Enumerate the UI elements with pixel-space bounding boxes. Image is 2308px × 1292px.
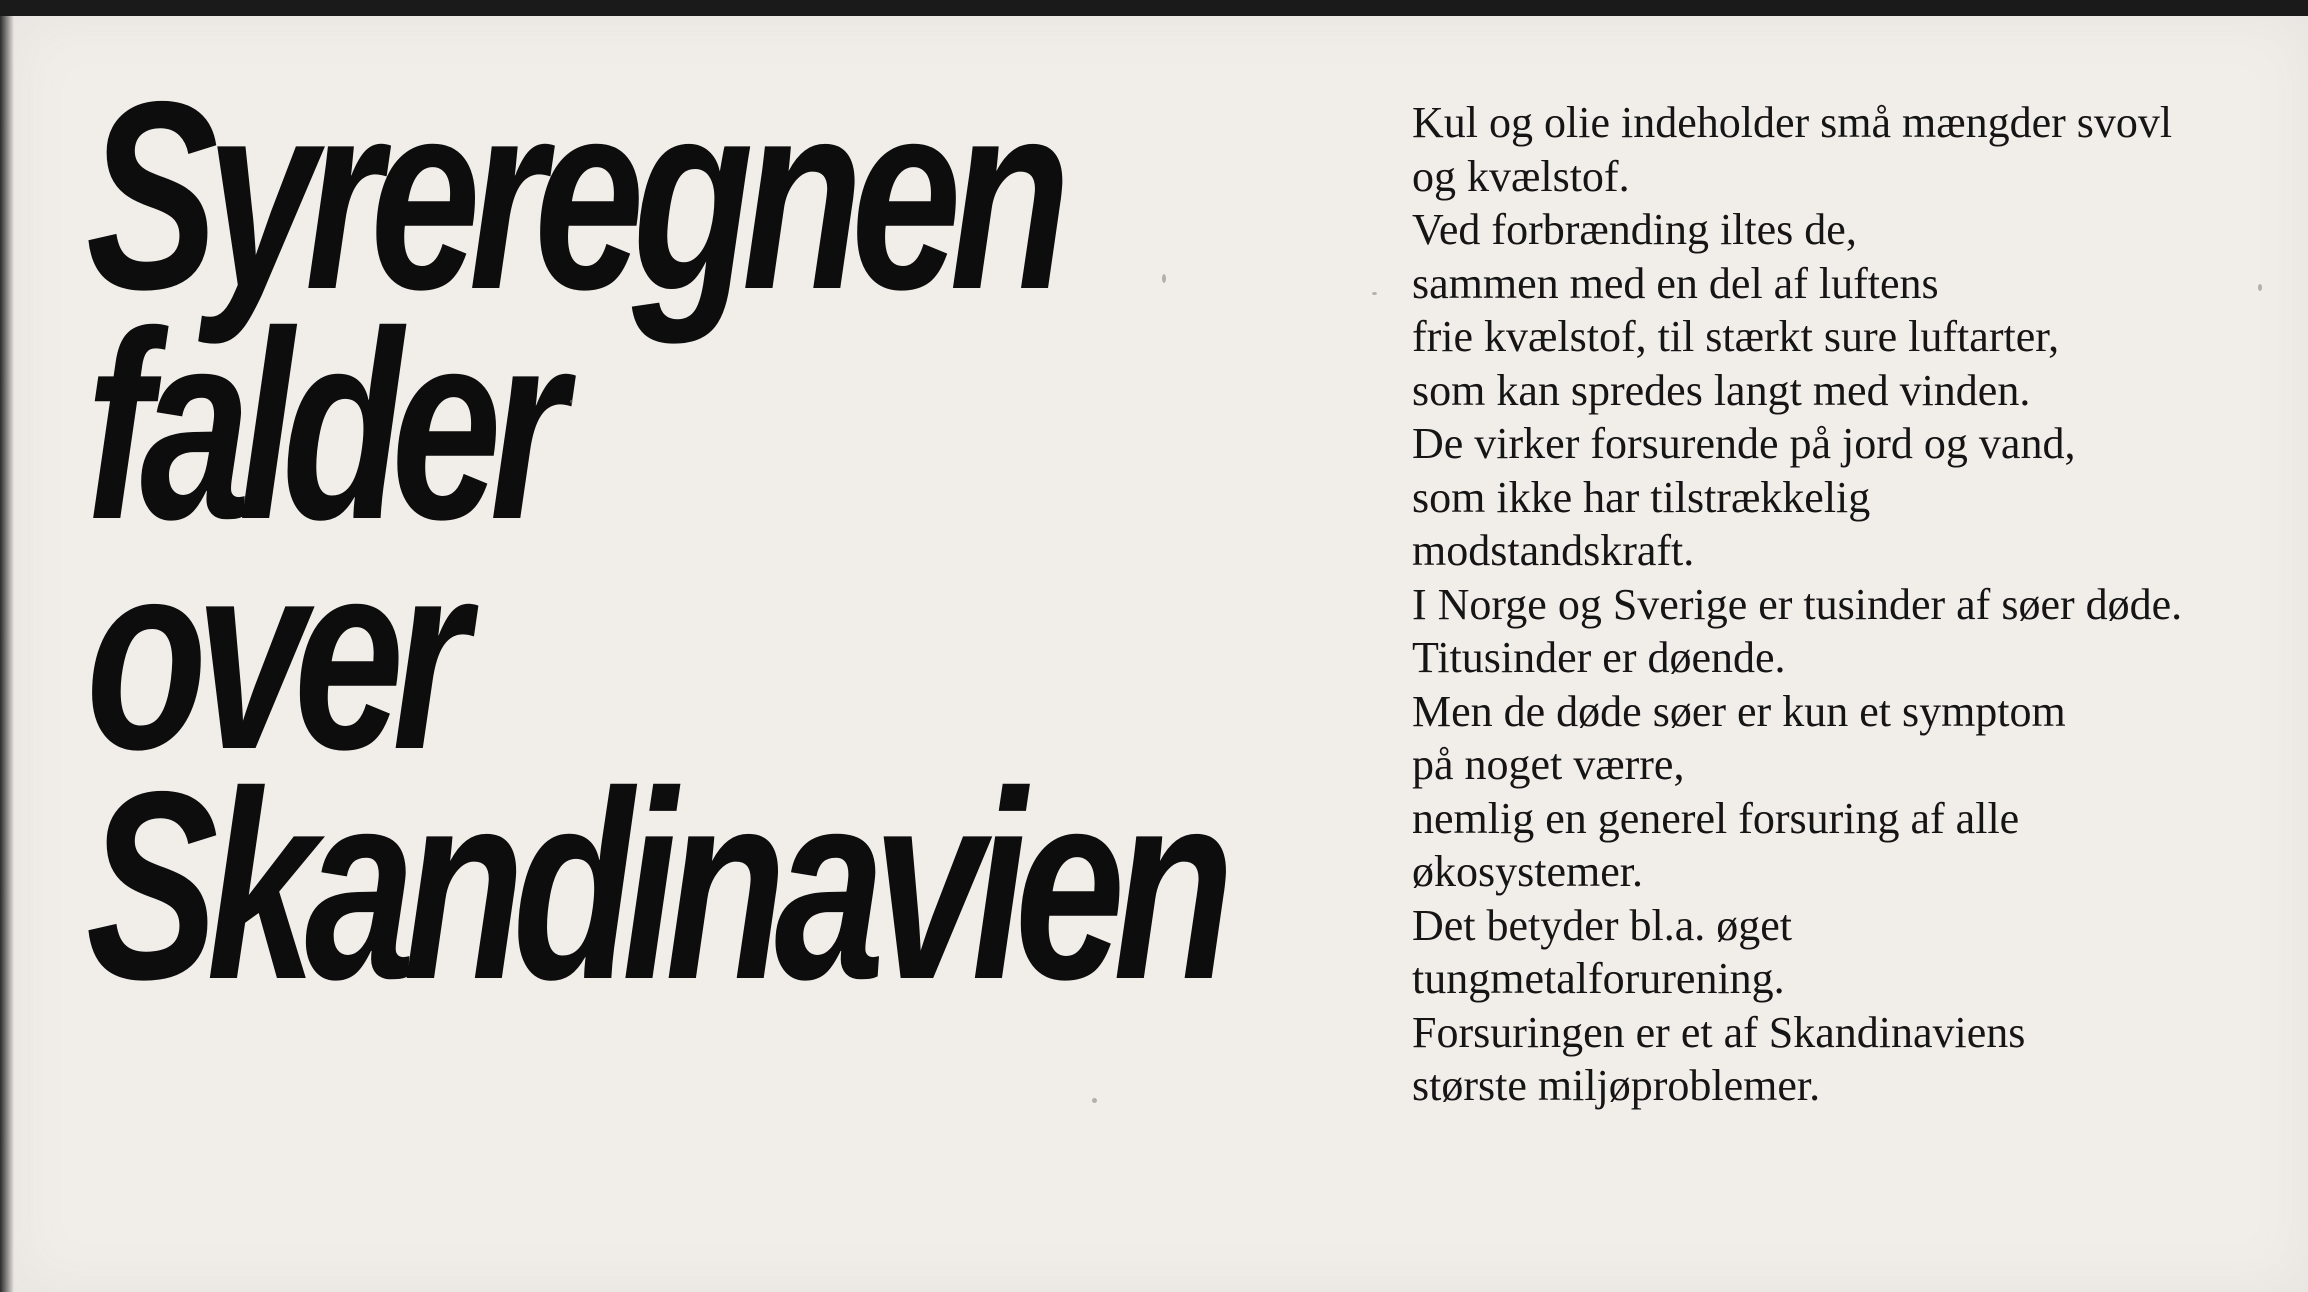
body-line: Titusinder er døende. (1412, 633, 1786, 682)
body-line: på noget værre, (1412, 740, 1685, 789)
paper-speck (1372, 292, 1377, 295)
paper-speck (1092, 1098, 1097, 1103)
body-line: største miljøproblemer. (1412, 1061, 1821, 1110)
paper-speck (570, 400, 573, 403)
body-line: sammen med en del af luftens (1412, 258, 1939, 308)
paper-speck (1162, 274, 1166, 283)
body-line: som ikke har tilstrækkelig (1412, 472, 1871, 522)
body-line: som kan spredes langt med vinden. (1412, 365, 2031, 415)
headline-line-1: Syreregnen (86, 45, 1059, 345)
headline (86, 45, 1223, 1035)
body-line: Forsuringen er et af Skandinaviens (1412, 1007, 2026, 1057)
body-line: tungmetalforurening. (1412, 954, 1785, 1003)
body-line: og kvælstof. (1412, 151, 1630, 201)
paper-speck (2258, 284, 2262, 291)
scan-left-edge (0, 16, 14, 1292)
body-line: I Norge og Sverige er tusinder af søer døde. (1412, 579, 2183, 629)
body-line: Men de døde søer er kun et symptom (1412, 686, 2066, 736)
headline-line-3: over (86, 505, 458, 805)
body-line: nemlig en generel forsuring af alle (1412, 793, 2020, 843)
headline-line-2: falder (86, 275, 556, 575)
body-line: frie kvælstof, til stærkt sure luftarter, (1412, 312, 2060, 361)
body-line: De virker forsurende på jord og vand, (1412, 419, 2076, 468)
headline-line-4: Skandinavien (86, 735, 1223, 1035)
body-line: Kul og olie indeholder små mængder svovl (1412, 98, 2173, 147)
body-line: Det betyder bl.a. øget (1412, 900, 1792, 950)
body-line: modstandskraft. (1412, 526, 1695, 575)
body-line: økosystemer. (1412, 847, 1643, 896)
body-line: Ved forbrænding iltes de, (1412, 205, 1857, 254)
body-text (1412, 96, 2292, 1113)
